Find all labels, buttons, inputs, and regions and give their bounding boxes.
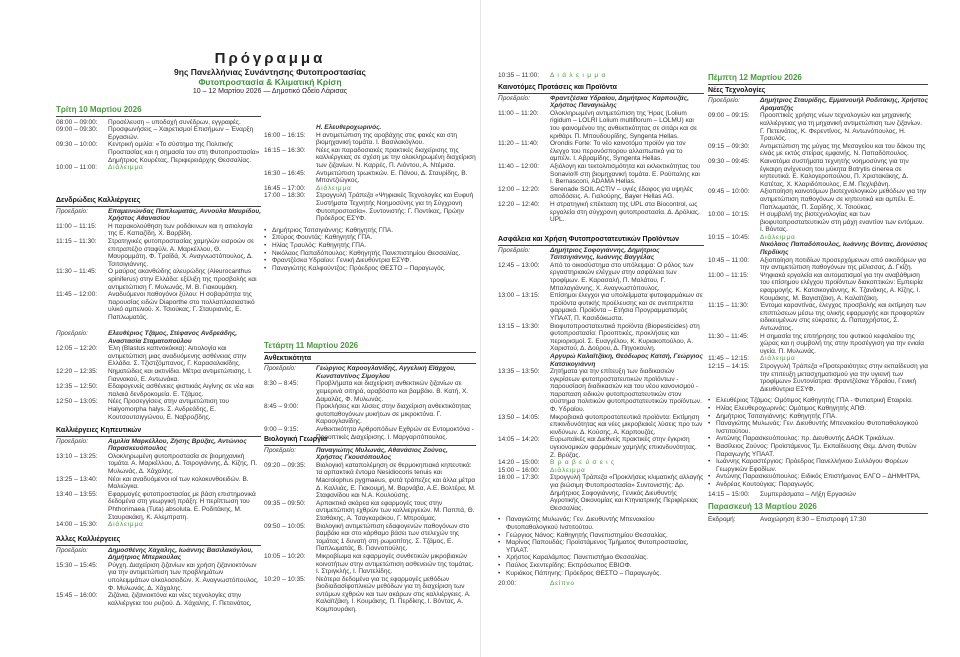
talk-text: Ανθεκτικότητα Αρθροπόδων Εχθρών σε Εντομοκτόνα - Προοπτικές Διαχείρισης. Ι. Μαργαριτόπουλος. [316,425,474,441]
break-label: Δ ι ά λ ε ι μ μ α [550,72,607,79]
chair-row [56,208,261,223]
program-row [264,576,476,614]
chair-names: Παναγιώτης Μυλωνάς, Αθανάσιος Ζούνος, Χρήστος Γκουσόπουλος [316,446,448,462]
time: 17:00 – 18:30: [264,192,306,200]
panelist: • Παναγιώτης Μυλωνάς: Γεν. Διευθυντής Μπενακείου Φυτοπαθολογικού Ινστιτούτου. [708,420,928,435]
talk-text: Ο μαύρος ακανθώδης αλευρώδης (Aleurocanthus spiniferus) στην Ελλάδα: εξέλιξη της προσβολής και αντιμετώπιση Γ. Μυλωνάς, Μ. Β. Γιακουμάκη. [108,268,257,291]
talk-text: Ολοκληρωμένη φυτοπροστασία σε βιομηχανική τομάτα. Α. Μαρκέλλου, Δ. Τσιρογιάννης, Δ. Κίζης, Π. Μυλωνάς, Δ. Χάχαλης. [108,452,258,475]
session-title: Βιολογική Γεωργία [264,436,476,446]
time: 08:00 – 09:00: [56,118,98,126]
panelist: • Κυριάκος Πάπηνης: Πρόεδρος ΘΕΣΤΟ – Παραγωγός. [498,570,704,578]
time: 10:35 – 11:00: [498,72,540,79]
chair-label: Προεδρείο: [56,546,88,554]
program-row [56,398,261,421]
panelist: • Αντώνης Παρασκευόπουλος: Ειδικός Επιστήμονας ΕΛΓΟ – ΔΗΜΗΤΡΑ. [708,473,928,481]
session-vegetables [56,427,261,529]
time: 10:15 – 10:45: [708,233,750,241]
talk-text: Ευρωπαϊκές και Διεθνείς πρακτικές στην έγκριση υγειονομικών φαρμάκων χαμηλής επικινδυνότητας. Ζ. Βρύζας. [550,436,697,459]
time: 14:15 – 15:00: [708,491,750,499]
talk-text: Ολοκληρωμένη αντιμετώπιση της Ήρας (Lolium rigidum – LOLRI Lolium multiflorum – LOLMU) και του φαινομένου της ανθεκτικότητας σε σιτάρι και σε κριθάρι. Π. Μπουδουρίδης, Syngenta Hellas. [550,109,697,140]
time: 13:00 – 13:15: [498,292,540,300]
talk-text: Προσέλευση – υποδοχή συνέδρων, εγγραφές. [108,118,241,126]
talk-text: Αργυρώ Καλαϊτζάκη, Θεόδωρος Κατσή, Γεώργιος Κατσικογιάννη [550,352,703,368]
talk-text: Ζιζάνια, ζιζανιοκτόνα και νέες τεχνολογίες στην καλλιέργεια του ρυζιού. Δ. Χάχαλης, Γ. Πετεινάτος, [108,592,252,607]
time: 15:30 – 15:45: [56,561,98,569]
program-row [264,380,476,403]
chair-names: Αιμιλία Μαρκέλλου, Ζήσης Βρύζας, Αντώνιος Παρασκευόπουλος [108,437,247,453]
time: 10:45 – 11:00: [708,256,750,264]
talk-text: Στρογγυλή Τράπεζα «Προτεραιότητες στην εκπαίδευση για την επιτευξη μετασχηματισμού για την υγιεινή των τροφίμων» Συντονίστρια: Φραντζέσκα Υδραίου, Γενική Διευθύντρια ΕΣΥΦ. [760,362,928,393]
talk-text: Orondis Forte: Το νέο καινοτόμο προϊόν για τον έλεγχο του περονόσπορου αλλαιπωτικά για το αμπέλι. Ι. Αβραμίδης, Syngenta Hellas. [550,140,686,163]
session-innovative [498,84,704,224]
program-header [120,50,420,96]
time: 16:45 – 17:00: [264,184,306,192]
talk-text: Έντομα καραντίνας, έλεγχος προσβολής και εκτίμηση των επιπτώσεων μέσω της ολικής εφαρμογής και προφορτών ειδικευμένων στις εύκρατες. Δ. Παπαχρήστος, Σ. Αντωνάτος. [760,302,927,332]
talk-text: Στρατηγικές φυτοπροστασίας χαμηλών εισροών σε επιτραπέζιο σταφύλι. Α. Μαρκέλλου, Θ. Μαυρομμάτη, Φ. Τραϊδά, Χ. Αναγνωστόπουλος, Δ. Τσιτσιγιάννης. [108,237,254,268]
talk-text: Νικόλαος Παπαδόπουλος, Ιωάννης Βόντας, Διονύσιος Περδίκης [760,241,928,257]
chair-names: Φραντζέσκα Υδραίου, Δημήτριος Καρπουζάς, Χρήστος Παναγιώλης [550,94,689,110]
panelist: • Ηλίας Ελευθεροχωρινός: Ομότιμος Καθηγητής ΑΠΘ. [708,405,928,413]
talk-list [264,124,476,223]
talk-text: Εδαφογενείς ασθένειες φιστικιάς Αιγίνης σε νέα και παλαιά δενδροκομεία. Ε. Τζάμος. [108,383,254,398]
talk-list [56,345,261,421]
time: 16:00 – 17:30: [498,474,540,482]
time: 11:00 – 11:20: [498,109,539,117]
break-label: Β ρ α β ε ύ σ ε ι ς [550,459,615,467]
program-row [498,163,704,186]
break-row [498,72,704,80]
time: 12:00 – 12:20: [498,185,540,193]
panelist: • Ιωάννης Καραστέργιος: Πρόεδρος Πανελλήνιου Συλλόγου Φορέων Γεωργικών Εφοδίων. [708,458,928,473]
time: 13:25 – 13:40: [56,475,98,483]
program-row [708,355,928,363]
program-row [498,292,704,322]
talk-text: Βιολογική αντιμετώπιση εδαφογενών παθογόνων στο βαμβάκι και στο κάρθαμο βάσει των στελεχών της τομάτας 1 δυνατή στη ρωμοπίτης. Σ. Τζάμος, Ε. Παπλωματάς, Β. Γιαννοπούλης. [316,522,470,553]
chair-row [56,547,261,562]
talk-text: Καινοτόμα συστήματα τεχνητής νοημοσύνης για την έγκαιρη ανίχνευση του μύκητα Botrytis cinerea σε κηπευτικά. Ε. Καλογεροπούλου, Π. Χριστακάκης, Δ. Κατέτας, Χ. Κλαριδόπουλος, Ε.Μ. Πεχλιβάνη. [760,157,909,188]
panelist: • Βασίλειος Ζούνος: Προϊστάμενος Τμ. Εκπαίδευσης Θεμ. Δ/νση Φυτών Παραγωγής ΥΠΑΑΤ. [708,443,928,458]
time: 09:50 – 10:05: [264,522,306,530]
talk-text: Αξιοποίηση ποτιδίων προσερχόμενων από οικοδόμων για την αντιμετώπιση παθογόνων της μέλισσας. Δ. Γκίζη. [760,256,927,272]
time [708,241,760,256]
time: 09:15 – 09:30: [708,142,750,150]
program-row [708,302,928,332]
talk-text: Η συμβολή της βιοτεχνολογίας και των βιοφυτοπροστατευτικών στη μάχη εναντίον των εντόμων. Ι. Βόντας. [760,211,924,234]
time: 09:45 – 10:00: [708,188,750,196]
time: 09:30 – 10:00: [56,141,98,149]
talk-text: Από το οικοσύστημα στο υπόλειμμα: Ο ρόλος των εργαστηριακών ελέγχων στην ασφάλεια των τροφίμων. Ε. Καρασαλή, Π. Μαλάτου, Γ. Μπαλαγιάννης, Χ. Αναγνωστόπουλος. [550,261,694,292]
program-row [56,164,261,172]
program-row [708,158,928,188]
program-row [264,500,476,523]
time: 13:40 – 13:55: [56,490,98,498]
talk-text: Προσφωνήσεις – Χαιρετισμοί Επισήμων – Έναρξη Εργασιών. [108,126,254,141]
panelist: • Σπύρος Φουντάς: Καθηγητής ΓΠΑ. [264,234,476,242]
talk-list [708,112,928,393]
closing-text: Συμπεράσματα – Λήξη Εργασιών [760,491,856,499]
panel-list [264,227,476,273]
program-row [498,201,704,224]
talk-text: Αξιοποίηση καινοτόμων βιοτεχνολογικών μεθόδων για την αντιμετώπιση παθογόνων σε κηπευτικά και αμπέλι. Ε. Παπλωματάς, Π. Σαρίδης, Χ. Τσιούκας. [760,188,927,211]
day3-heading: Πέμπτη 12 Μαρτίου 2026 [708,72,928,85]
time: 11:00 – 11:15: [708,271,749,279]
break-label: Διάλειμμα [108,521,144,529]
program-row [498,368,704,414]
time: 16:30 – 16:45: [264,169,306,177]
time: 20:00: [498,580,517,588]
program-row [498,186,704,201]
session-title: Ανθεκτικότητα [264,355,476,365]
chair-row [708,97,928,112]
talk-list [264,462,476,614]
time: 15:45 – 16:00: [56,592,98,600]
panelist: • Ηλίας Τραυλός: Καθηγητής ΓΠΑ. [264,242,476,250]
talk-list [56,562,261,608]
panelist: • Μαρίνος Παπουδάς: Προϊστάμενος Τμήματος Φυτοπροστασίας, ΥΠΑΑΤ. [498,539,704,554]
excursion-row [708,516,928,524]
talk-text: Νέοι και αναδυόμενοι ιοί των κολοκυνθοειδών. Β. Μαλιώγκα. [108,475,249,491]
talk-text: Αναδυόμενοι παθογόνοι ξύλου: Η σοβαρότητα της παρουσίας ειδών Diaporthe στο πολλαπλασιαστικό υλικό αμπελιού. Χ. Τσιούκας, Γ. Σταυριανός, Ε. Παπλωματάς. [108,291,255,321]
chair-label: Προεδρείο: [498,94,530,102]
time: 11:30 – 11:45: [708,332,749,340]
session-title: Νέες Τεχνολογίες [708,87,928,97]
time: 16:00 – 16:15: [264,131,306,139]
program-row [708,241,928,256]
day1-heading: Τρίτη 10 Μαρτίου 2026 [56,104,261,117]
talk-text: Μικροβιακά φυτοπροστατευτικά προϊόντα: Εκτίμηση επικινδυνότητας και νέες μικροβιακές λύσεις προ των κινδύνων. Δ. Κούσης, Α. Καρπουζάς. [550,413,703,436]
chair-label: Προεδρείο: [56,437,88,445]
time: 11:45 – 12:15: [708,355,750,363]
program-row [56,368,261,383]
chair-names: Ελευθέριος Τζάμος, Στέφανος Ανδρεάδης, Αναστασία Σταματοπούλου [108,330,238,345]
talk-text: Αντιμετώπιση της μύγας της Μεσογείου και του δάκου της ελιάς με εκτός στείρας εμφανής. Ν. Παπαδόπουλος. [760,142,926,158]
fold-line [480,0,481,657]
time: 11:00 – 11:15: [56,222,97,230]
time: 09:35 – 09:50: [264,499,306,507]
chair-label: Προεδρείο: [264,446,296,454]
talk-list [56,223,261,322]
conference-name: 9ης Πανελλήνιας Συνάντησης Φυτοπροστασίας [174,67,366,77]
talk-text: Η στρατηγική επέκταση της UPL στα Biocontrol, ως εργαλεία στη σύγχρονη φυτοπροστασία. Δ. Δρόλιας, UPL. [550,200,700,224]
chair-label: Προεδρείο: [708,97,740,105]
time: 13:10 – 13:25: [56,452,98,460]
time: 14:05 – 14:20: [498,436,540,444]
break-label: Διάλειμμα [760,233,796,241]
opening-sessions [56,119,261,172]
excursion-label: Εκδρομή: [708,515,736,523]
program-row [708,333,928,356]
chair-label: Προεδρείο: [498,246,530,254]
talk-text: Στρογγυλή Τράπεζα «Ψηφιακές Τεχνολογίες και Ευφυή Συστήματα Τεχνητής Νοημοσύνης για τη Σύγχρονη Φυτοπροστασία». Συντονιστής: Γ. Ποντίκας, Πρώην Πρόεδρος ΕΣΥΦ. [316,192,474,223]
time: 09:00 – 09:30: [56,126,98,134]
dinner-label: Δείπνο [550,580,575,588]
panelist: • Νικόλαος Παπαδόπουλος: Καθηγητής Πανεπιστημίου Θεσσαλίας. [264,250,476,258]
talk-list [56,453,261,529]
break-label: Διάλειμμα [316,184,352,192]
talk-text: Εφαρμογές φυτοπροστασίας με βάση επιστημονικά δεδομένα στη γεωργική πράξη: Η περίπτωση του Phthorimaea (Tuta) absoluta. Ε. Ροδιτάκης, Μ. Σταυρακάκη, Κ. Αλεμπρατη. [108,490,256,521]
session-safety [498,236,704,588]
time: 9:00 – 9:15: [264,425,299,433]
program-row [498,436,704,459]
panel-list [708,397,928,488]
closing-row [708,491,928,499]
time: 8:30 – 8:45: [264,380,299,388]
talk-text: Η σημασία της επιτήρησης του φυτικού κεφαλαίου της χώρας και η συμβολή της στην προσέγγιση για την ενιαία υγεία. Π. Μυλωνάς. [760,332,925,355]
session-other-crops [56,536,261,607]
panelist: • Ανδρέας Κουτούγιας: Παραγωγός. [708,481,928,489]
program-row [56,383,261,398]
chair-names: Δημοσθένης Χάχαλης, Ιωάννης Βασιλακόγλου, Δημήτριος Μπερκούλας [108,546,254,562]
time [498,353,550,368]
chair-row [498,95,704,110]
talk-text: Η. Ελευθεροχωρινός. [316,124,382,131]
time: 8:45 – 9:00: [264,403,299,411]
program-row [56,491,261,521]
break-label: Διάλειμμα [550,466,586,474]
session-tree-crops [56,197,261,322]
program-row [708,363,928,393]
time: 10:00 – 11:00: [56,164,98,172]
chair-names: Δημήτριος Σοφογιάννης, Δημήτριος Τσιτσιγιάννης, Ιωάννης Βαγγέλας [550,246,660,262]
time: 11:15 – 11:30: [56,237,97,245]
chair-row [498,247,704,262]
time: 12:05 – 12:20: [56,345,98,353]
session-organic [264,436,476,614]
talk-text: Ψηφιακά εργαλεία και αυτοματισμοί για την αναβάθμιση του επίσημου ελέγχου προϊόντων διακοπτικών: Εμπειρία εφαρμογής. Κ. Κατσικογιάννης, Κ. Τζανάκης, Α. Κίζης, Ι. Κουμάκης, Μ. Βαγιατζάκη, Α. Καλαϊτζάκη. [760,271,923,302]
program-row [56,345,261,368]
program-row [264,523,476,553]
time: 09:20 – 09:35: [264,461,306,469]
time: 13:35 – 13:50: [498,368,540,376]
day3-block [708,72,928,523]
panelist: • Αντώνης Παρασκευόπουλος: πρ. Διευθυντής ΔΑΟΚ Τρικάλων. [708,435,928,443]
panelist: • Δημήτριος Τσιτσιγιάννης: Καθηγητής ΓΠΑ. [264,227,476,235]
session-title: Καινοτόμες Προτάσεις και Προϊόντα [498,84,704,94]
program-row [498,110,704,140]
day2-heading: Τετάρτη 11 Μαρτίου 2026 [264,340,476,353]
program-row [264,192,476,222]
program-row [264,124,476,132]
time: 10:00 – 10:15: [708,211,750,219]
session-title: Καλλιέργειες Κηπευτικών [56,427,261,437]
time: 10:05 – 10:20: [264,552,306,560]
program-row [708,188,928,211]
talk-text: Βιολογική καταπολέμηση σε θερμοκηπιακά κηπευτικά: τα αρπακτικά έντομα Nesidiocoris tenuis και Macrolophus pygmaeus, φυτά τράπεζες και άλλα μέτρα Δ. Καλλιάς, Ε. Γιακουμή, Μ. Βαρνάβα, Α.Ε. Βολτέρα, Μ. Σταφανίδου και Ν.Α. Κουλούσης. [316,461,476,500]
program-row [56,238,261,268]
program-row [56,592,261,607]
talk-text: Προκλήσεις και λύσεις στην διαχείριση ανθεκτικότητας φυτοπαθογόνων μυκήτων σε μικροκτόνα. Γ. Καροογλανίδης. [316,403,471,426]
program-row [56,521,261,529]
talk-text: Έλη (Blastus καπνοκόκκα): Αιτιολογία και αντιμετώπιση μιας αναδυόμενης ασθένειας στην Ελλάδα. Σ. Τζιστζόμπανος, Γ. Καρασαλακίδης. [108,345,247,368]
program-row [264,462,476,500]
time: 12:45 – 13:00: [498,261,540,269]
talk-text: Κεντρική ομιλία: «Το σύστημα της Πολιτικής Προστασίας και η σημασία του στη Φυτοπροστασία» Δημήτριος Κουρέτας, Περιφερειάρχης Θεσσαλίας. [108,141,260,164]
program-row [264,553,476,576]
program-row [56,453,261,476]
program-row [708,211,928,234]
program-row [264,132,476,147]
chair-label: Προεδρείο: [56,207,88,215]
day1-block [56,104,261,172]
talk-text: Ρύγχη. Διαχείριση ζιζανίων και χρήση ζιζανιοκτόνων για την αντιμετώπιση των προβλημάτων υπολειμμάτων ολκολοσειδών. Χ. Αναγνωστόπουλος, Φ. Μυλωνάς, Δ. Χάχαλης. [108,561,259,592]
break-label: Διάλειμμα [760,355,796,363]
time: 10:20 – 10:35: [264,575,306,583]
program-row [56,223,261,238]
talk-list [498,262,704,513]
time: 11:15 – 11:30: [708,302,749,310]
talk-text: Νέες και παραδοσιακές πρακτικές διαχείρισης της καλλιέργειας σε σχέση με την ολοκληρωμένη διαχείριση των ζιζανίων. Ν. Καρρές, Π. Λιόντου, Α. Ντέμισα. [316,146,476,169]
time: 13:50 – 14:05: [498,413,540,421]
talk-text: Αντιμετώπιση τρωκτικών. Ε. Πάνου, Δ. Σταυρίδης, Β. Μποντζιώγκος. [316,169,468,185]
program-row [56,476,261,491]
talk-text: Ζητήματα για την επίτευξη των διαδικασιών εγκρίσεων φυτοπροστατευτικών προϊόντων - παρουσίαση διαδικασιών και του νέου κανονισμού - παραπαση ειδικών φυτοπροστατευτικών στον σύστημα πολιτικών φυτοπροστατευτικών προϊόντων. Φ. Υδραίου. [550,368,702,414]
talk-text: Στρογγυλή Τράπεζα «Προκλήσεις κλιματικής αλλαγής για βιώσιμη Φυτοπροστασία» Συντονιστής: Δρ. Δημήτριος Σοφογιάννης, Γενικός Διευθυντής Αγροτικής Οικονομίας και Κτηνιατρικής Περιφέρειας Θεσσαλίας. [550,474,704,512]
program-row [56,141,261,164]
panelist: • Παναγιώτης Καλφούντζος: Πρόεδρος ΘΕΣΤΟ – Παραγωγός. [264,265,476,273]
dates-venue: 10 – 12 Μαρτίου 2026 — Δημοτικό Ωδείο Λάρισας [192,88,348,95]
talk-list [264,380,476,441]
session-title: Άλλες Καλλιέργειες [56,536,261,546]
program-row [56,291,261,321]
time: 11:40 – 12:00: [498,162,540,170]
break-label: Διάλειμμα [108,164,144,172]
program-row [56,126,261,141]
time: 16:15 – 16:30: [264,146,306,154]
panelist: • Δημήτριος Τσιτσιγιάννης: Καθηγητής ΓΠΑ. [708,413,928,421]
session-tree-crops-2 [56,330,261,421]
time: 12:35 – 12:50: [56,383,98,391]
time [264,124,316,132]
time: 11:45 – 12:00: [56,291,98,299]
chair-row [56,330,261,345]
panelist: • Χρήστος Καραλάμπος: Πανεπιστήμιο Θεσσαλίας. [498,554,704,562]
time: 09:30 – 09:45: [708,157,750,165]
chair-label: Προεδρείο: [264,365,296,373]
program-row [708,272,928,302]
program-row [264,403,476,426]
talk-text: Η παρακολούθηση των ροδάκινων και η αιτιολογία της Ε. Καπαζίδη, Χ. Βαρβίδη. [108,222,253,238]
talk-text: Επίσημοι έλεγχοι για υπολείμματα φυτοφαρμάκων σε προϊόντα φυτικής προέλευσης και σε ανεπιτρεπτα φαρμακά. Προϊόντα – Ετήσια Προγραμματισμός ΥΠΑΑΤ, Π. Κασιδόκωστα. [550,292,703,322]
program-row [498,414,704,437]
program-row [708,143,928,158]
panelist: • Παναγιώτης Μυλωνάς: Γεν. Διευθυντής Μπενακείου Φυτοπαθολογικού Ινστιτούτου. [498,516,704,531]
talk-text: Αξιόλογη και τεκτολιτισμότητα και εκλεκτικότητας του Sonavio® στη βιομηχανική τομάτα. Ε. Ρούπαλης και Ι. Bernasconi, ADAMA Hellas. [550,162,701,186]
chair-label: Προεδρείο: [56,330,88,337]
talk-text: Προοπτικές χρήσης νέων τεχνολογιών και μηχανικής καλλιέργειας για τη μηχανική αντιμετώπιση των ζιζανίων. Γ. Πετεινάτος, Κ. Φερεντίνος, Ν. Αντωνόπουλος, Η. Τραυλός. [760,112,923,143]
chair-names: Επαμεινώνδας Παπλωματάς, Αννούλα Μαυρίδου, Χρήστος Αθανασίου [108,207,262,223]
time: 15:00 – 16:00: [498,466,540,474]
chair-row [264,447,476,462]
panelist: • Ελευθέριος Τζάμος: Ομότιμος Καθηγητής ΓΠΑ - Φυτιατρική Εταιρεία. [708,397,928,405]
talk-text: Μικροβίωμα και εφαρμογές συνθετικών μικροβιακών κοινοτήτων στην αντιμετώπιση ασθενειών της τομάτας. Ι. Στριγκλής, Ι. Παντελίδης. [316,552,474,576]
program-row [56,268,261,291]
talk-text: Νεότερα δεδομένα για τις εφαρμογές μεθόδων βιοδιαδασίφοπλικών μεθόδων για τη διαχείριση των εντόμων εχθρών και των ακάρων στις καλλιέργειες. Α. Καλαϊτζάκη, Ι. Κουμάκης, Π. Περδίκης, Ι. Βόντας, Α. Κοιμπουράκη. [316,575,471,614]
talk-text: Η αντιμετώπιση της αροβάχης στις φακές και στη βιομηχανική τομάτα. Ι. Βασιλακόγλου. [316,131,458,147]
chair-names: Γεώργιος Καροογλανίδης, Αγγελική Εϊάρχου, Κωνσταντίνος Σίμογλου [316,365,456,380]
conference-theme: Φυτοπροστασία & Κλιματική Κρίση [198,77,342,87]
program-row [708,112,928,142]
chair-row [264,365,476,380]
time: 11:20 – 11:40: [498,140,539,148]
dinner-row [498,580,704,588]
program-row [498,459,704,467]
time: 12:15 – 14:15: [708,362,750,370]
time: 13:15 – 13:30: [498,322,540,330]
talk-list [498,110,704,224]
time: 09:00 – 09:15: [708,112,750,120]
day2-block [264,340,476,441]
program-row [498,474,704,512]
time: 14:00 – 15:30: [56,521,98,529]
chair-names: Δημήτριος Σταυρίδης, Εμμανουήλ Ροδιτάκης, Χρήστος Αραματζής [760,97,928,112]
talk-text: Νηματώδεις και ακτινίδια. Μέτρα αντιμετώπισης. Ι. Γιαννακού, Ε. Αντωνάκα. [108,367,252,383]
program-title: Πρόγραμμα [214,50,326,67]
session-title: Δενδρώδεις Καλλιέργειες [56,197,261,207]
excursion-text: Αναχώρηση 8:30 – Επιστροφή 17:30 [760,515,867,523]
time: 11:30 – 11:45: [56,268,97,276]
program-row [264,147,476,170]
session-title: Ασφάλεια και Χρήση Φυτοπροστατευτικών Προϊόντων [498,236,704,246]
talk-text: Νέες Προσεγγίσεις στην αντιμετώπιση του Halyomorpha halys. Σ. Ανδρεάδης, Ε. Κουτσουτσιγγώνου, Ε. Ναβροζίδης. [108,398,229,421]
time: 12:20 – 12:40: [498,200,540,208]
day4-heading: Παρασκευή 13 Μαρτίου 2026 [708,501,928,514]
program-row [498,323,704,353]
panelist: • Φραντζέσκα Υδραίου: Γενική Διευθύντρια ΕΣΥΦ. [264,257,476,265]
program-row [708,257,928,272]
time: 12:20 – 12:35: [56,367,98,375]
panelist: • Παύλος Σκεντερίδης: Εκπρόσωπος ΕΒΙΟΦ. [498,562,704,570]
talk-text: Serenade SOIL ACTIV – υγιές έδαφος για υψηλές αποδόσεις. Α. Γιαλούρης, Bayer Hellas AG. [550,185,693,201]
time: 12:50 – 13:05: [56,398,98,406]
panelist: • Γεώργιος Νάνος: Καθηγητής Πανεπιστημίου Θεσσαλίας. [498,532,704,540]
panel-list [498,516,704,577]
program-row [498,262,704,292]
program-row [498,353,704,368]
program-row [498,140,704,163]
talk-text: Βιοφυτοπροστατευτικά προϊόντα (Biopesticides) στη φυτοπροστασία: Προοπτικές, προκλήσεις και περιορισμοί. Σ. Ευαγγέλου, Κ. Κυριακοπούλου, Α. Χαριστού, Δ. Δούρου, Δ. Πηγοκουλη. [550,322,700,353]
program-row [56,562,261,592]
time: 14:20 – 15:00: [498,459,540,467]
talk-text: Αρπακτικά ακάρεα και εφαρμογές τους στην αντιμετώπιση εχθρών των καλλιεργειών. Μ. Παππά, Θ. Σταθάκης, Α. Τσαγκαράκου, Γ. Μπρούμας. [316,499,475,522]
chair-row [56,438,261,453]
talk-text: Προβλήματα και διαχείριση ανθεκτικών ζιζανίων σε χειμερινά σιτηρά, αραβόσιτο και βαμβάκι. Β. Κατή, Χ. Δαμαλάς, Φ. Μυλωνάς. [316,380,469,403]
continuation-block [264,124,476,272]
program-row [264,170,476,185]
